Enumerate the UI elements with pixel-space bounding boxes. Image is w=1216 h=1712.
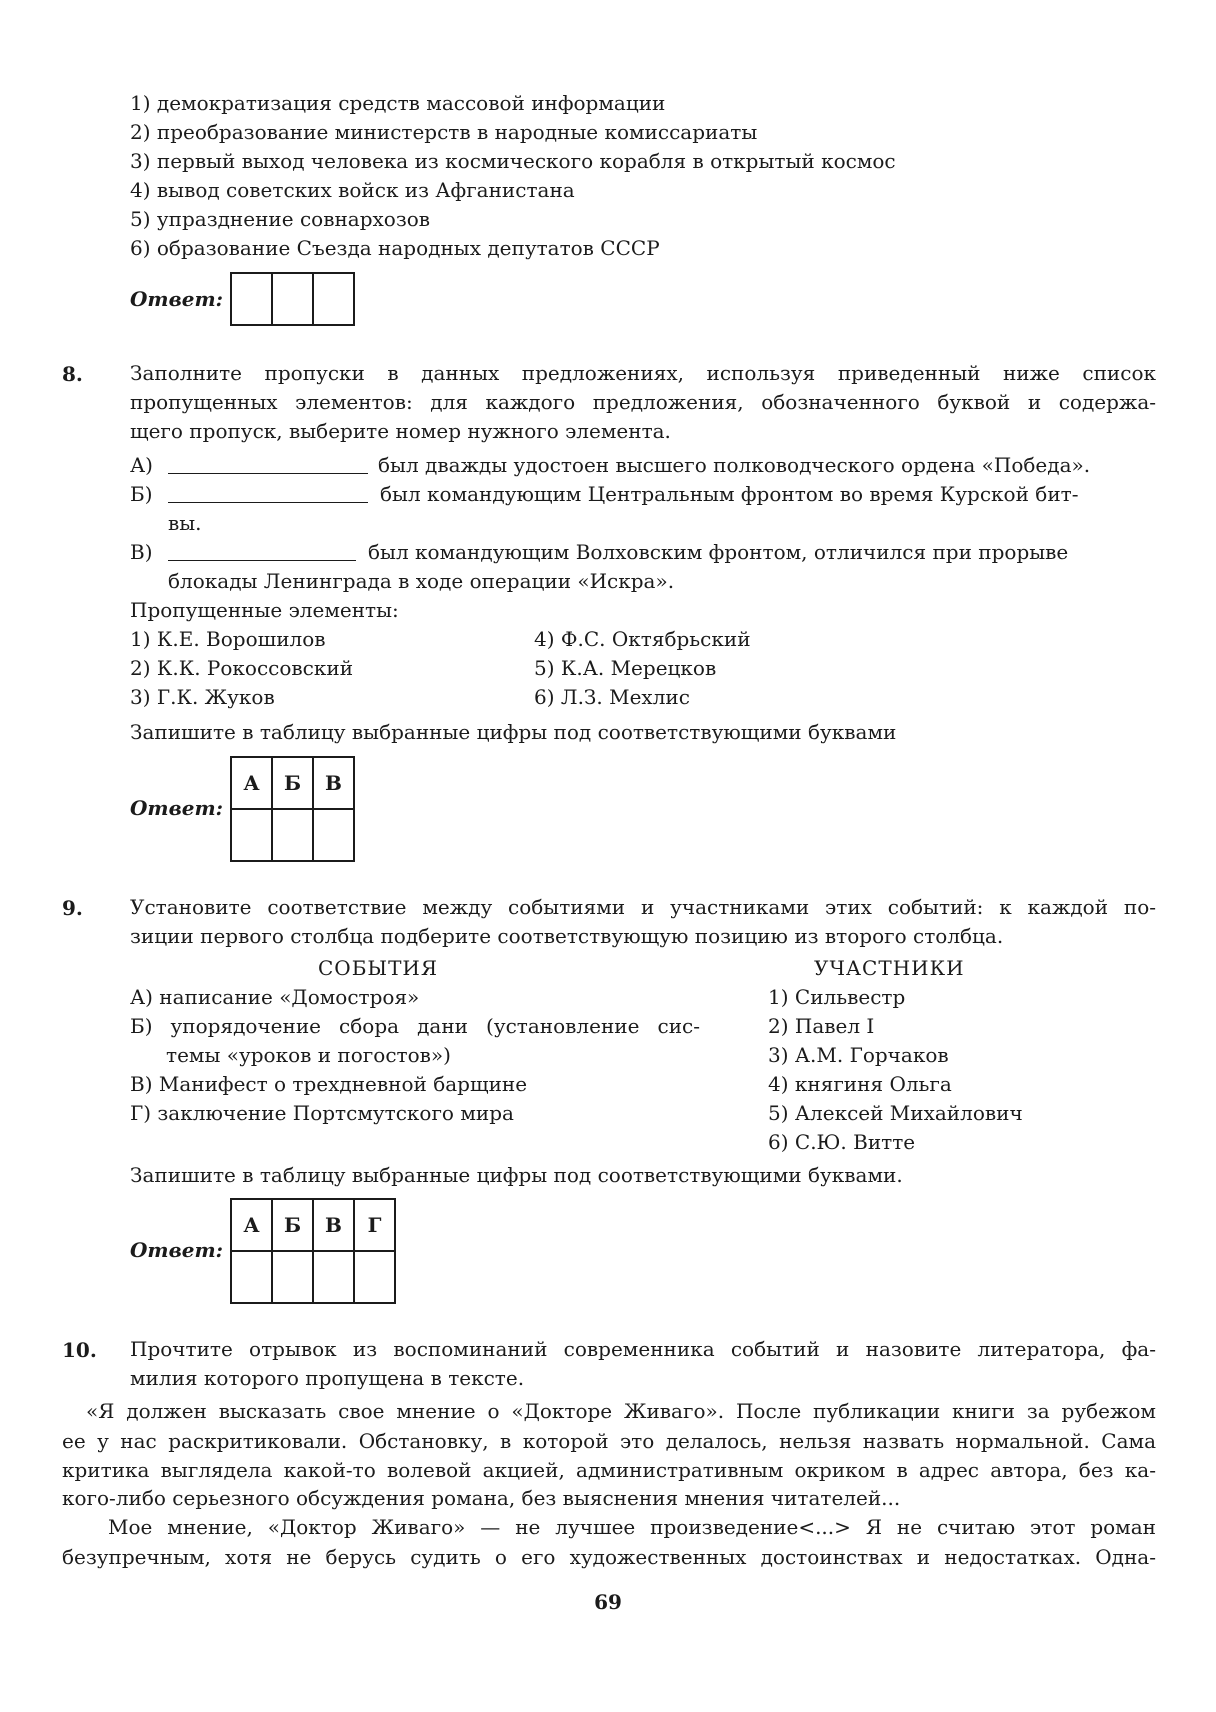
q9-header-c: В (313, 1199, 354, 1251)
q9-answer-cell[interactable] (354, 1251, 395, 1303)
q7-option-3: 3) первый выход человека из космического корабля в открытый космос (130, 149, 896, 173)
q8-b-cont: вы. (168, 511, 202, 535)
q9-event: Г) заключение Портсмутского мира (130, 1101, 514, 1125)
q8-element: 5) К.А. Мерецков (534, 656, 717, 680)
q8-c-prefix: В) (130, 540, 153, 564)
q8-intro-line-2: пропущенных элементов: для каждого предложения, обозначенного буквой и содержа- (130, 390, 1156, 414)
q9-intro-line-2: зиции первого столбца подберите соответствующую позицию из второго столбца. (130, 924, 1004, 948)
q8-answer-cell[interactable] (313, 809, 354, 861)
q10-passage-line-6: безупречным, хотя не берусь судить о его художественных достоинствах и недостатках. Одна- (62, 1545, 1156, 1569)
q8-c-blank (168, 542, 356, 561)
q7-option-4: 4) вывод советских войск из Афганистана (130, 178, 575, 202)
q8-answer-cell[interactable] (231, 809, 272, 861)
q8-intro-line-3: щего пропуск, выберите номер нужного элемента. (130, 419, 671, 443)
q8-a-text: был дважды удостоен высшего полководческого ордена «Победа». (378, 453, 1091, 477)
q7-answer-table (230, 272, 355, 326)
q9-answer-label: Ответ: (130, 1238, 223, 1262)
q8-element: 4) Ф.С. Октябрьский (534, 627, 751, 651)
q8-header-a: А (231, 757, 272, 809)
q8-a-prefix: А) (130, 453, 153, 477)
q9-answer-table (230, 1198, 396, 1304)
q9-event: В) Манифест о трехдневной барщине (130, 1072, 528, 1096)
q10-passage-line-3: критика выглядела какой-то волевой акцией, административным окриком в адрес автора, без ка- (62, 1458, 1156, 1482)
q9-header-d: Г (354, 1199, 395, 1251)
q8-header-b: Б (272, 757, 313, 809)
q8-number: 8. (62, 362, 83, 386)
q8-answer-cell[interactable] (272, 809, 313, 861)
q8-element: 3) Г.К. Жуков (130, 685, 275, 709)
q9-header-b: Б (272, 1199, 313, 1251)
q7-answer-label: Ответ: (130, 287, 223, 311)
q7-answer-cell[interactable] (313, 273, 354, 325)
q9-col2-title: УЧАСТНИКИ (814, 956, 965, 980)
q7-option-6: 6) образование Съезда народных депутатов СССР (130, 236, 660, 260)
q8-element: 2) К.К. Рокоссовский (130, 656, 354, 680)
q9-answer-cell[interactable] (313, 1251, 354, 1303)
q8-intro-line-1: Заполните пропуски в данных предложениях, используя приведенный ниже список (130, 361, 1156, 385)
q8-instruction: Запишите в таблицу выбранные цифры под соответствующими буквами (130, 720, 897, 744)
q9-answer-cell[interactable] (272, 1251, 313, 1303)
q9-event: А) написание «Домостроя» (130, 985, 420, 1009)
q9-intro-line-1: Установите соответствие между событиями и участниками этих событий: к каждой по- (130, 895, 1156, 919)
q8-c-cont: блокады Ленинграда в ходе операции «Искра». (168, 569, 675, 593)
q10-passage-line-5: Мое мнение, «Доктор Живаго» — не лучшее произведение<...> Я не считаю этот роман (108, 1515, 1156, 1539)
page-number: 69 (594, 1590, 622, 1614)
q10-intro-line-1: Прочтите отрывок из воспоминаний современника событий и назовите литератора, фа- (130, 1337, 1156, 1361)
q8-missing-title: Пропущенные элементы: (130, 598, 399, 622)
q8-answer-table (230, 756, 355, 862)
q8-element: 6) Л.З. Мехлис (534, 685, 690, 709)
q8-b-text: был командующим Центральным фронтом во время Курской бит- (380, 482, 1079, 506)
q10-passage-line-4: кого-либо серьезного обсуждения романа, без выяснения мнения читателей... (62, 1486, 901, 1510)
q9-answer-cell[interactable] (231, 1251, 272, 1303)
q8-element: 1) К.Е. Ворошилов (130, 627, 326, 651)
q9-col1-title: СОБЫТИЯ (318, 956, 439, 980)
q10-number: 10. (62, 1338, 97, 1362)
q8-answer-label: Ответ: (130, 796, 223, 820)
q8-c-text: был командующим Волховским фронтом, отличился при прорыве (368, 540, 1069, 564)
q7-option-1: 1) демократизация средств массовой информации (130, 91, 666, 115)
q9-number: 9. (62, 896, 83, 920)
q8-b-blank (168, 484, 368, 503)
q9-participant: 4) княгиня Ольга (768, 1072, 952, 1096)
q9-participant: 3) А.М. Горчаков (768, 1043, 949, 1067)
q9-instruction: Запишите в таблицу выбранные цифры под соответствующими буквами. (130, 1163, 903, 1187)
q9-participant: 6) С.Ю. Витте (768, 1130, 916, 1154)
q9-event-cont: темы «уроков и погостов») (166, 1043, 451, 1067)
q8-b-prefix: Б) (130, 482, 153, 506)
q10-intro-line-2: милия которого пропущена в тексте. (130, 1366, 525, 1390)
q7-option-5: 5) упразднение совнархозов (130, 207, 431, 231)
q7-answer-cell[interactable] (272, 273, 313, 325)
q9-participant: 2) Павел I (768, 1014, 875, 1038)
q10-passage-line-2: ее у нас раскритиковали. Обстановку, в которой это делалось, нельзя назвать нормальной. Сама (62, 1429, 1156, 1453)
q9-event: Б) упорядочение сбора дани (установление сис- (130, 1014, 700, 1038)
q9-participant: 1) Сильвестр (768, 985, 906, 1009)
q9-participant: 5) Алексей Михайлович (768, 1101, 1023, 1125)
q7-option-2: 2) преобразование министерств в народные комиссариаты (130, 120, 758, 144)
q8-header-c: В (313, 757, 354, 809)
q7-answer-cell[interactable] (231, 273, 272, 325)
q8-a-blank (168, 455, 368, 474)
q9-header-a: А (231, 1199, 272, 1251)
q10-passage-line-1: «Я должен высказать свое мнение о «Докторе Живаго». После публикации книги за рубежом (86, 1399, 1156, 1423)
